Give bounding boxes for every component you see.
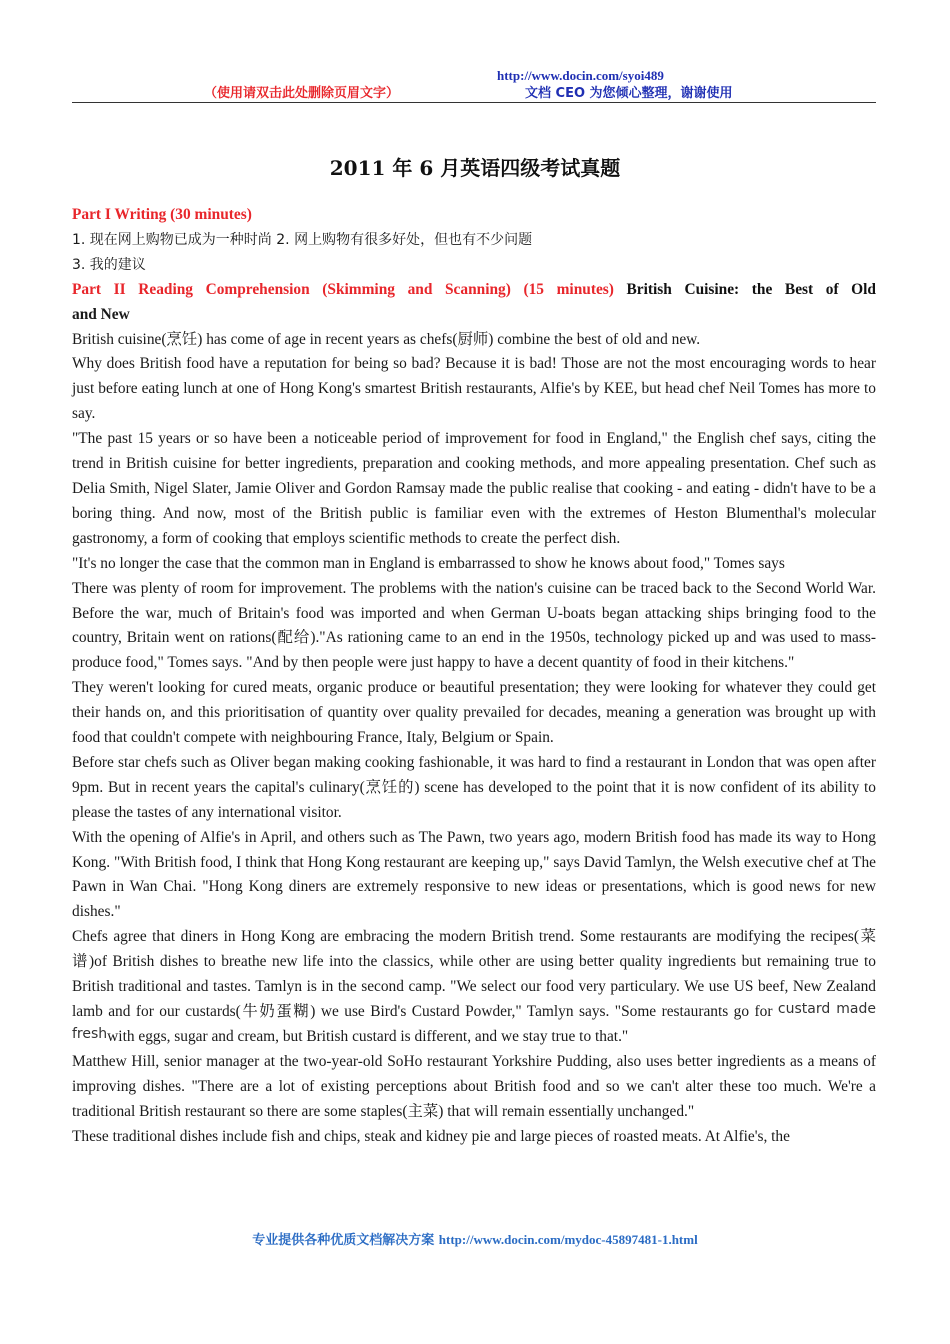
header-url-link[interactable]: http://www.docin.com/syoi489: [497, 68, 664, 83]
header-right-note: 文档 CEO 为您倾心整理，谢谢使用: [525, 86, 733, 101]
footer-url-link[interactable]: http://www.docin.com/mydoc-45897481-1.html: [438, 1232, 698, 1247]
part2-heading-line: [72, 278, 876, 303]
article-title-part-a: British Cuisine: the Best of Old: [626, 280, 876, 298]
footer-text: 专业提供各种优质文档解决方案: [252, 1233, 439, 1248]
paragraph-8: With the opening of Alfie's in April, and others such as The Pawn, two years ago, modern British food has made its way to Hong Kong. "With British food, I think that Hong Kong restaurant are keeping up," says David Tamlyn, the Welsh executive chef at The Pawn in Wan Chai. "Hong Kong diners are extremely responsive to new ideas or presentations, which is good news for new dishes.": [72, 828, 876, 921]
paragraph-7: Before star chefs such as Oliver began making cooking fashionable, it was hard to find a restaurant in London that was open after 9pm. But in recent years the capital's culinary(烹饪的) scene has developed to the point that it is now confident of its ability to please the tastes of any international visitor.: [72, 753, 876, 821]
part2-heading: Part II Reading Comprehension (Skimming and Scanning) (15 minutes): [72, 280, 614, 298]
paragraph-6: They weren't looking for cured meats, organic produce or beautiful presentation; they were looking for whatever they could get their hands on, and this prioritisation of quantity over quality prevailed for decades, meaning a generation was brought up with food that couldn't compete with neighbouring France, Italy, Belgium or Spain.: [72, 679, 876, 747]
page-footer: [0, 1229, 950, 1248]
part1-line-2: 3. 我的建议: [72, 256, 146, 273]
paragraph-10: Matthew Hill, senior manager at the two-year-old SoHo restaurant Yorkshire Pudding, also uses better ingredients as a means of improving dishes. "There are a lot of existing perceptions about British food and so we can't alter these too much. We're a traditional British restaurant so there are some staples(主菜) that will remain essentially unchanged.": [72, 1052, 876, 1120]
paragraph-1: British cuisine(烹饪) has come of age in recent years as chefs(厨师) combine the best of old and new.: [72, 330, 701, 348]
paragraph-5: There was plenty of room for improvement. The problems with the nation's cuisine can be traced back to the Second World War. Before the war, much of Britain's food was imported and when German U-boats began attacking ships bringing food to the country, Britain went on rations(配给)."As rationing came to an end in the 1950s, technology picked up and was used to mass-produce food," Tomes says. "And by then people were just happy to have a decent quantity of food in their kitchens.": [72, 579, 876, 672]
document-body: [72, 203, 876, 1149]
paragraph-4: "It's no longer the case that the common man in England is embarrassed to show he knows about food," Tomes says: [72, 554, 785, 572]
handwritten-annotation: custard made fresh: [72, 1001, 876, 1042]
part1-heading: Part I Writing (30 minutes): [72, 206, 252, 223]
document-title: 2011 年 6 月英语四级考试真题: [329, 156, 621, 180]
paragraph-3: "The past 15 years or so have been a noticeable period of improvement for food in England," the English chef says, citing the trend in British cuisine for better ingredients, preparation and cooking methods, and more appealing presentation. Chef such as Delia Smith, Nigel Slater, Jamie Oliver and Gordon Ramsay made the public realise that cooking - and eating - didn't have to be a boring thing. And now, most of the British public is familiar even with the extremes of Heston Blumenthal's molecular gastronomy, a form of cooking that employs scientific methods to create the perfect dish.: [72, 430, 876, 547]
paragraph-9-text-a: Chefs agree that diners in Hong Kong are embracing the modern British trend. Some restaurants are modifying the recipes(菜谱)of British dishes to breathe new life into the classics, while other are using better quality ingredients but remaining true to British traditional and tastes. Tamlyn is in the second camp. "We select our food very particulary. We use US beef, New Zealand lamb and for our custards(牛奶蛋糊) we use Bird's Custard Powder," Tamlyn says. "Some restaurants go for: [72, 928, 876, 1020]
part1-line-1: 1. 现在网上购物已成为一种时尚 2. 网上购物有很多好处，但也有不少问题: [72, 231, 533, 248]
paragraph-11: These traditional dishes include fish and chips, steak and kidney pie and large pieces of roasted meats. At Alfie's, the: [72, 1127, 790, 1145]
paragraph-2: Why does British food have a reputation for being so bad? Because it is bad! Those are not the most encouraging words to hear just before eating lunch at one of Hong Kong's smartest British restaurants, Alfie's by KEE, but head chef Neil Tomes has more to say.: [72, 355, 876, 423]
article-title-part-b: and New: [72, 305, 130, 323]
page-header: [72, 66, 876, 103]
paragraph-9-text-b: with eggs, sugar and cream, but British custard is different, and we stay true to that.": [107, 1027, 629, 1045]
paragraph-9: [72, 925, 876, 1050]
header-left-note: （使用请双击此处删除页眉文字）: [204, 86, 400, 101]
